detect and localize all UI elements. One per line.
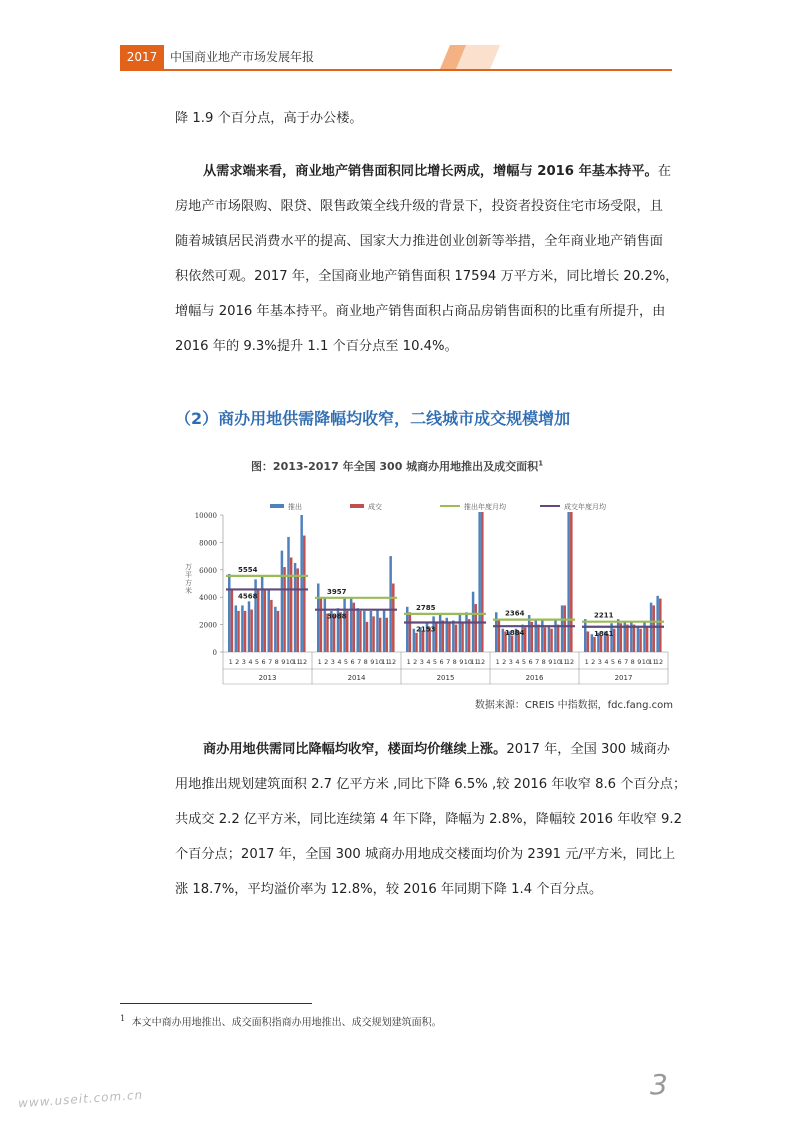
bar-deal [372,616,375,652]
bar-deal [563,605,566,652]
chart-title-footnote-mark: 1 [538,459,544,468]
month-label: 10 [641,658,651,666]
bar-deal [264,590,267,652]
bar-deal [379,618,382,652]
month-label: 8 [363,658,368,666]
month-label: 12 [476,658,486,666]
bar-supply [465,612,468,652]
month-label: 5 [432,658,438,666]
line-text: 2017 年，全国 300 城商办 [506,742,670,757]
bar-supply [370,611,373,652]
bar-supply [324,599,327,652]
month-label: 5 [610,658,616,666]
bar-deal [557,625,560,652]
month-label: 10 [552,658,562,666]
chart-title [0,458,794,474]
bar-supply [567,512,570,652]
month-label: 12 [387,658,397,666]
bar-supply [228,574,231,652]
bar-supply [363,611,366,652]
month-label: 9 [637,658,642,666]
line-text: 在 [657,164,671,179]
year-label: 2014 [347,674,366,682]
month-label: 7 [357,658,362,666]
line-text: 随着城镇居民消费水平的提高、国家大力推进创业创新等举措，全年商业地产销售面 [175,234,663,249]
chart-source: 数据来源：CREIS 中指数据，fdc.fang.com [474,700,673,711]
month-label: 7 [624,658,629,666]
month-label: 7 [268,658,273,666]
bar-deal [409,612,412,652]
text-line [175,265,678,284]
bar-deal [511,636,514,652]
line-text: 增幅与 2016 年基本持平。商业地产销售面积占商品房销售面积的比重有所提升，由 [175,304,666,319]
bar-supply [376,610,379,652]
year-label: 2017 [614,674,633,682]
month-label: 2 [591,658,596,666]
month-label: 1 [228,658,233,666]
bar-deal [461,622,464,652]
text-line [175,300,665,319]
month-label: 8 [541,658,546,666]
bar-deal [550,629,553,652]
bar-deal [296,568,299,652]
text-line [175,773,686,792]
month-label: 12 [298,658,308,666]
bar-deal [250,610,253,652]
legend-label: 成交年度月均 [564,503,606,511]
month-label: 2 [324,658,329,666]
bar-deal [481,512,484,652]
header-rule [120,69,672,71]
page-header [120,45,672,71]
bar-supply [591,634,594,652]
bar-supply [478,512,481,652]
text-line [175,335,458,354]
month-label: 6 [617,658,622,666]
bar-supply [350,599,353,652]
bar-supply [235,605,238,652]
y-tick-label: 2000 [199,621,217,630]
month-label: 3 [419,658,424,666]
month-label: 6 [439,658,444,666]
deal-avg-label: 1841 [594,629,614,638]
month-label: 7 [446,658,451,666]
month-label: 10 [463,658,473,666]
bar-supply [495,612,498,652]
footnote-mark: 1 [120,1013,126,1023]
line-text: 积依然可观。2017 年，全国商业地产销售面积 17594 万平方米，同比增长 20.2%， [175,269,679,284]
bar-supply [452,620,455,652]
text-line [175,808,682,827]
bar-supply [383,610,386,652]
text-line [175,230,663,249]
deal-avg-label: 1884 [505,629,525,638]
bar-deal [600,636,603,652]
month-label: 4 [426,658,431,666]
legend-swatch [350,504,364,508]
footnote [120,1013,442,1028]
bar-deal [633,625,636,652]
bar-supply [459,615,462,652]
bar-supply [281,551,284,652]
bar-deal [659,599,662,652]
bar-supply [637,626,640,652]
bar-supply [248,601,251,652]
month-label: 4 [337,658,342,666]
month-label: 8 [274,658,279,666]
month-label: 1 [317,658,322,666]
month-label: 2 [413,658,418,666]
month-label: 5 [521,658,527,666]
month-label: 12 [565,658,575,666]
month-label: 1 [495,658,500,666]
bar-deal [639,629,642,652]
line-text: 共成交 2.2 亿平方米，同比连续第 4 年下降，降幅为 2.8%，降幅较 2016 年收窄 9.2 [175,812,682,827]
supply-avg-label: 5554 [238,565,258,574]
bar-supply [584,619,587,652]
supply-avg-label: 3957 [327,587,347,596]
y-axis-label: 万平方米 [185,563,192,595]
bar-deal [366,622,369,652]
y-tick-label: 8000 [199,539,217,548]
bold-lead: 商办用地供需同比降幅均收窄，楼面均价继续上涨。 [203,742,507,757]
bar-deal [290,557,293,652]
bar-supply [357,608,360,652]
bar-deal [283,567,286,652]
text-line [175,843,675,862]
text-line [175,738,670,757]
month-label: 9 [459,658,464,666]
month-label: 11 [470,658,479,666]
header-title: 中国商业地产市场发展年报 [170,50,315,64]
month-label: 4 [248,658,253,666]
text-line [175,195,663,214]
text-line: 降 1.9 个百分点，高于办公楼。 [175,111,363,126]
year-label: 2013 [258,674,277,682]
month-label: 8 [452,658,457,666]
bar-supply [617,619,620,652]
bar-supply [413,629,416,652]
bar-deal [320,597,323,652]
month-label: 1 [584,658,589,666]
bar-deal [422,631,425,652]
month-label: 9 [370,658,375,666]
bar-deal [455,625,458,652]
text-line [175,878,602,897]
bar-deal [544,627,547,652]
bar-deal [498,619,501,652]
deal-avg-label: 4568 [238,592,258,601]
month-label: 11 [292,658,301,666]
bar-deal [244,611,247,652]
text-line [175,160,671,179]
bar-deal [270,600,273,652]
page-number: 3 [650,1068,668,1101]
bar-deal [537,625,540,652]
land-supply-chart [170,495,680,690]
legend-swatch [270,504,284,508]
legend-label: 推出 [288,503,302,511]
month-label: 5 [343,658,349,666]
month-label: 2 [235,658,240,666]
deal-avg-label: 2153 [416,625,436,634]
bar-supply [287,537,290,652]
supply-avg-label: 2785 [416,603,436,612]
month-label: 3 [597,658,602,666]
month-label: 12 [654,658,664,666]
line-text: 个百分点；2017 年，全国 300 城商办用地成交楼面均价为 2391 元/平方米，同比上 [175,847,676,862]
line-text: 2016 年的 9.3%提升 1.1 个百分点至 10.4%。 [175,339,458,354]
bar-deal [570,512,573,652]
bar-deal [303,536,306,652]
bar-deal [448,623,451,652]
legend-label: 推出年度月均 [464,503,506,511]
bar-supply [656,596,659,652]
bar-supply [554,619,557,652]
bar-deal [468,619,471,652]
y-tick-label: 0 [212,649,217,657]
supply-avg-label: 2364 [505,609,525,618]
bar-deal [385,618,388,652]
bar-deal [392,584,395,653]
month-label: 9 [548,658,553,666]
year-label: 2016 [525,674,544,682]
month-label: 4 [515,658,520,666]
bar-supply [548,626,551,652]
bar-deal [646,626,649,652]
bar-supply [439,614,442,652]
bar-supply [300,515,303,652]
watermark: www.useit.com.cn [17,1087,144,1111]
month-label: 11 [381,658,390,666]
line-text: 房地产市场限购、限贷、限售政策全线升级的背景下，投资者投资住宅市场受限，且 [175,199,663,214]
deal-avg-label: 3088 [327,612,347,621]
chart-title-text: 图：2013-2017 年全国 300 城商办用地推出及成交面积 [250,460,539,473]
bar-supply [561,605,564,652]
line-text: 涨 18.7%，平均溢价率为 12.8%，较 2016 年同期下降 1.4 个百分点。 [175,882,603,897]
bar-deal [237,611,240,652]
bar-deal [587,631,590,652]
bar-supply [241,605,244,652]
month-label: 3 [508,658,513,666]
month-label: 11 [648,658,657,666]
month-label: 6 [261,658,266,666]
bar-supply [268,589,271,652]
header-year-badge: 2017 [120,45,164,69]
month-label: 1 [406,658,411,666]
month-label: 9 [281,658,286,666]
footnote-text: 本文中商办用地推出、成交面积指商办用地推出、成交规划建筑面积。 [131,1017,442,1029]
bar-deal [231,589,234,652]
month-label: 3 [241,658,246,666]
bold-lead: 从需求端来看，商业地产销售面积同比增长两成，增幅与 2016 年基本持平。 [203,164,658,179]
month-label: 6 [350,658,355,666]
bar-supply [502,629,505,652]
month-label: 4 [604,658,609,666]
month-label: 2 [502,658,507,666]
bar-supply [389,556,392,652]
bar-supply [541,619,544,652]
bar-supply [317,584,320,653]
month-label: 11 [559,658,568,666]
y-tick-label: 10000 [194,512,217,520]
bar-deal [474,604,477,652]
bar-deal [277,611,280,652]
legend-label: 成交 [368,503,382,511]
y-tick-label: 6000 [199,566,217,575]
month-label: 6 [528,658,533,666]
bar-deal [626,625,629,652]
bar-deal [593,637,596,652]
month-label: 10 [374,658,384,666]
bar-deal [652,605,655,652]
bar-supply [343,599,346,652]
supply-avg-label: 2211 [594,611,614,620]
bar-deal [442,620,445,652]
bar-deal [415,633,418,652]
month-label: 5 [254,658,260,666]
footnote-rule [120,1003,312,1004]
bar-supply [274,607,277,652]
y-tick-label: 4000 [199,594,217,603]
month-label: 3 [330,658,335,666]
line-text: 用地推出规划建筑面积 2.7 亿平方米 ,同比下降 6.5% ,较 2016 年收窄 8.6 个百分点； [175,777,687,792]
bar-supply [261,577,264,652]
year-label: 2015 [436,674,455,682]
month-label: 8 [630,658,635,666]
bar-deal [359,611,362,652]
header-decoration [320,45,500,69]
month-label: 7 [535,658,540,666]
month-label: 10 [285,658,295,666]
section-title: （2）商办用地供需降幅均收窄，二线城市成交规模增加 [175,409,571,428]
